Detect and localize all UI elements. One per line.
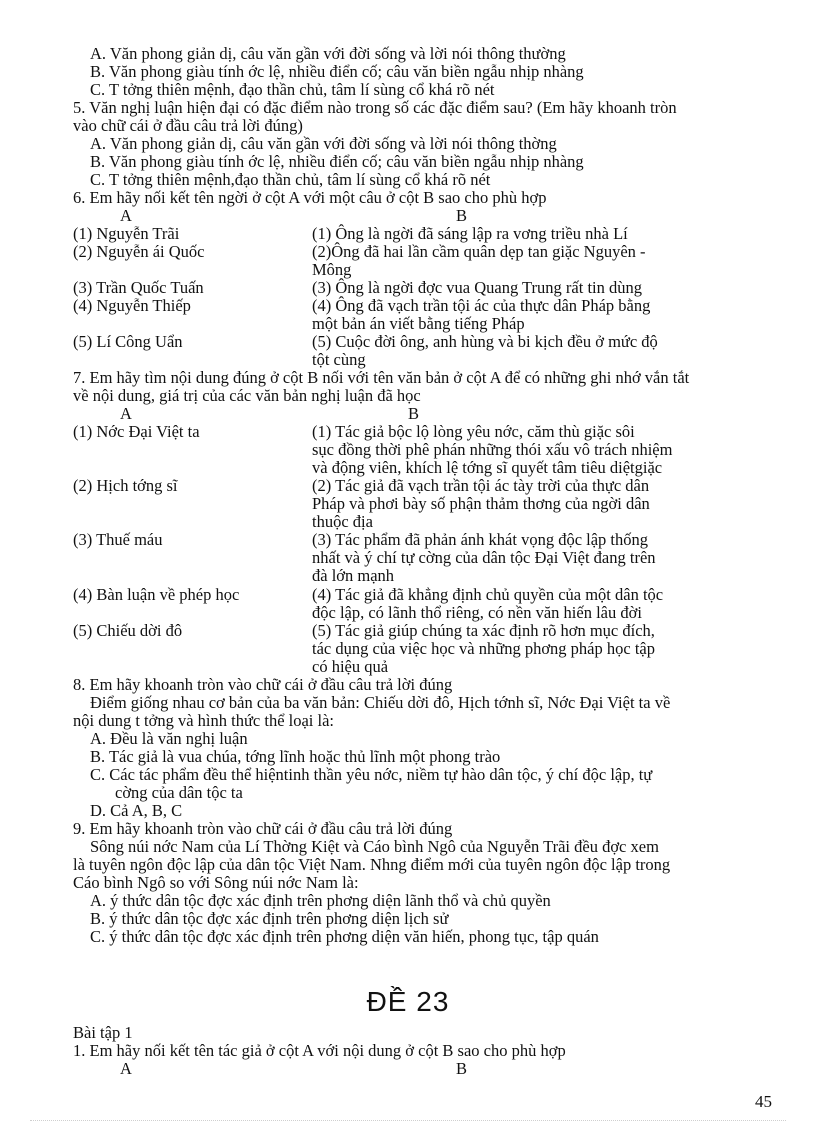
q8-option-c-cont: cờng của dân tộc ta — [115, 783, 243, 802]
q6-row-b: (5) Cuộc đời ông, anh hùng và bi kịch đều ở mức độ — [312, 332, 658, 351]
q7-row-b: thuộc địa — [312, 512, 373, 531]
q6-row-b: (2)Ông đã hai lần cầm quân dẹp tan giặc Nguyên - — [312, 242, 646, 261]
q7-col-a-header: A — [120, 404, 132, 423]
q7-row-b: đà lớn mạnh — [312, 566, 395, 585]
q4-option-c: C. T tởng thiên mệnh, đạo thần chủ, tâm lí sùng cổ khá rõ nét — [90, 80, 495, 99]
q6-col-a-header: A — [120, 206, 132, 225]
q7-row-a: (2) Hịch tớng sĩ — [73, 476, 178, 495]
q6-row-b: (1) Ông là ngời đã sáng lập ra vơng triều nhà Lí — [312, 224, 628, 243]
section-title: ĐỀ 23 — [366, 986, 450, 1017]
q9-intro-line3: Cáo bình Ngô so với Sông núi nớc Nam là: — [73, 873, 359, 892]
q6-row-a: (1) Nguyễn Trãi — [73, 224, 180, 243]
q8-option-b: B. Tác giả là vua chúa, tớng lĩnh hoặc thủ lĩnh một phong trào — [90, 747, 501, 766]
q9-intro-line1: Sông núi nớc Nam của Lí Thờng Kiệt và Cáo bình Ngô của Nguyễn Trãi đều đợc xem — [90, 837, 659, 856]
q9-stem: 9. Em hãy khoanh tròn vào chữ cái ở đầu câu trả lời đúng — [73, 819, 453, 838]
q7-row-b: (2) Tác giả đã vạch trần tội ác tày trời của thực dân — [312, 476, 650, 495]
q9-option-b: B. ý thức dân tộc đợc xác định trên phơng diện lịch sử — [90, 909, 449, 928]
q7-row-a: (4) Bàn luận về phép học — [73, 585, 240, 604]
q6-row-a: (4) Nguyễn Thiếp — [73, 296, 191, 315]
q7-row-b: Pháp và phơi bày số phận thảm thơng của ngời dân — [312, 494, 650, 513]
q7-row-a: (5) Chiếu dời đô — [73, 621, 183, 640]
q7-row-b: độc lập, có lãnh thổ riêng, có nền văn hiến lâu đời — [312, 603, 642, 622]
page-number: 45 — [755, 1092, 772, 1111]
q9-option-a: A. ý thức dân tộc đợc xác định trên phơng diện lãnh thổ và chủ quyền — [90, 891, 551, 910]
q7-row-a: (1) Nớc Đại Việt ta — [73, 422, 200, 441]
q6-row-b: một bản án viết bằng tiếng Pháp — [312, 314, 525, 333]
footer-divider — [30, 1120, 786, 1121]
q9-intro-line2: là tuyên ngôn độc lập của dân tộc Việt Nam. Nhng điểm mới của tuyên ngôn độc lập trong — [73, 855, 671, 874]
q8-option-c: C. Các tác phẩm đều thể hiệntinh thần yêu nớc, niềm tự hào dân tộc, ý chí độc lập, tự — [90, 765, 653, 784]
q7-row-b: sục đồng thời phê phán những thói xấu vô trách nhiệm — [312, 440, 673, 459]
q6-row-a: (3) Trần Quốc Tuấn — [73, 278, 204, 297]
q6-row-b: tột cùng — [312, 350, 366, 369]
q8-intro-line1: Điểm giống nhau cơ bản của ba văn bản: Chiếu dời đô, Hịch tớnh sĩ, Nớc Đại Việt ta về — [90, 693, 671, 712]
q6-row-a: (2) Nguyễn ái Quốc — [73, 242, 205, 261]
exercise-col-b-header: B — [456, 1059, 468, 1078]
q7-row-a: (3) Thuế máu — [73, 530, 163, 549]
q6-row-b: Mông — [312, 260, 352, 279]
q9-option-c: C. ý thức dân tộc đợc xác định trên phơng diện văn hiến, phong tục, tập quán — [90, 927, 599, 946]
q6-row-b: (3) Ông là ngời đợc vua Quang Trung rất tin dùng — [312, 278, 642, 297]
q5-option-a: A. Văn phong giản dị, câu văn gần với đời sống và lời nói thông thờng — [90, 134, 557, 153]
q7-row-b: (3) Tác phẩm đã phản ánh khát vọng độc lập thống — [312, 530, 649, 549]
q6-row-b: (4) Ông đã vạch trần tội ác của thực dân Pháp bằng — [312, 296, 651, 315]
q7-row-b: nhất và ý chí tự cờng của dân tộc Đại Việt đang trên — [312, 548, 656, 567]
exercise-label: Bài tập 1 — [73, 1023, 133, 1042]
q7-col-b-header: B — [408, 404, 420, 423]
q7-stem-line1: 7. Em hãy tìm nội dung đúng ở cột B nối với tên văn bản ở cột A để có những ghi nhớ vắn tắt — [73, 368, 690, 387]
exercise-col-a-header: A — [120, 1059, 132, 1078]
q8-intro-line2: nội dung t tởng và hình thức thể loại là: — [73, 711, 335, 730]
q7-stem-line2: về nội dung, giá trị của các văn bản nghị luận đã học — [73, 386, 421, 405]
q8-option-d: D. Cả A, B, C — [90, 801, 183, 820]
q6-col-b-header: B — [456, 206, 468, 225]
q4-option-a: A. Văn phong giản dị, câu văn gần với đời sống và lời nói thông thường — [90, 44, 566, 63]
exercise-q1: 1. Em hãy nối kết tên tác giả ở cột A với nội dung ở cột B sao cho phù hợp — [73, 1041, 566, 1060]
q7-row-b: và động viên, khích lệ tớng sĩ quyết tâm tiêu diệtgiặc — [312, 458, 663, 477]
q8-option-a: A. Đều là văn nghị luận — [90, 729, 248, 748]
q7-row-b: (4) Tác giả đã khẳng định chủ quyền của một dân tộc — [312, 585, 664, 604]
q6-stem: 6. Em hãy nối kết tên ngời ở cột A với một câu ở cột B sao cho phù hợp — [73, 188, 547, 207]
q7-row-b: (1) Tác giả bộc lộ lòng yêu nớc, căm thù giặc sôi — [312, 422, 635, 441]
q7-row-b: tác dụng của việc học và những phơng pháp học tập — [312, 639, 655, 658]
q8-stem: 8. Em hãy khoanh tròn vào chữ cái ở đầu câu trả lời đúng — [73, 675, 453, 694]
q7-row-b: (5) Tác giả giúp chúng ta xác định rõ hơn mục đích, — [312, 621, 655, 640]
q5-option-b: B. Văn phong giàu tính ớc lệ, nhiều điển cố; câu văn biền ngẫu nhịp nhàng — [90, 152, 584, 171]
q6-row-a: (5) Lí Công Uẩn — [73, 332, 183, 351]
q7-row-b: có hiệu quả — [312, 657, 389, 676]
q5-option-c: C. T tởng thiên mệnh,đạo thần chủ, tâm lí sùng cổ khá rõ nét — [90, 170, 491, 189]
q4-option-b: B. Văn phong giàu tính ớc lệ, nhiều điển cố; câu văn biền ngẫu nhịp nhàng — [90, 62, 584, 81]
q5-stem-line2: vào chữ cái ở đầu câu trả lời đúng) — [73, 116, 303, 135]
q5-stem-line1: 5. Văn nghị luận hiện đại có đặc điểm nào trong số các đặc điểm sau? (Em hãy khoanh tròn — [73, 98, 677, 117]
